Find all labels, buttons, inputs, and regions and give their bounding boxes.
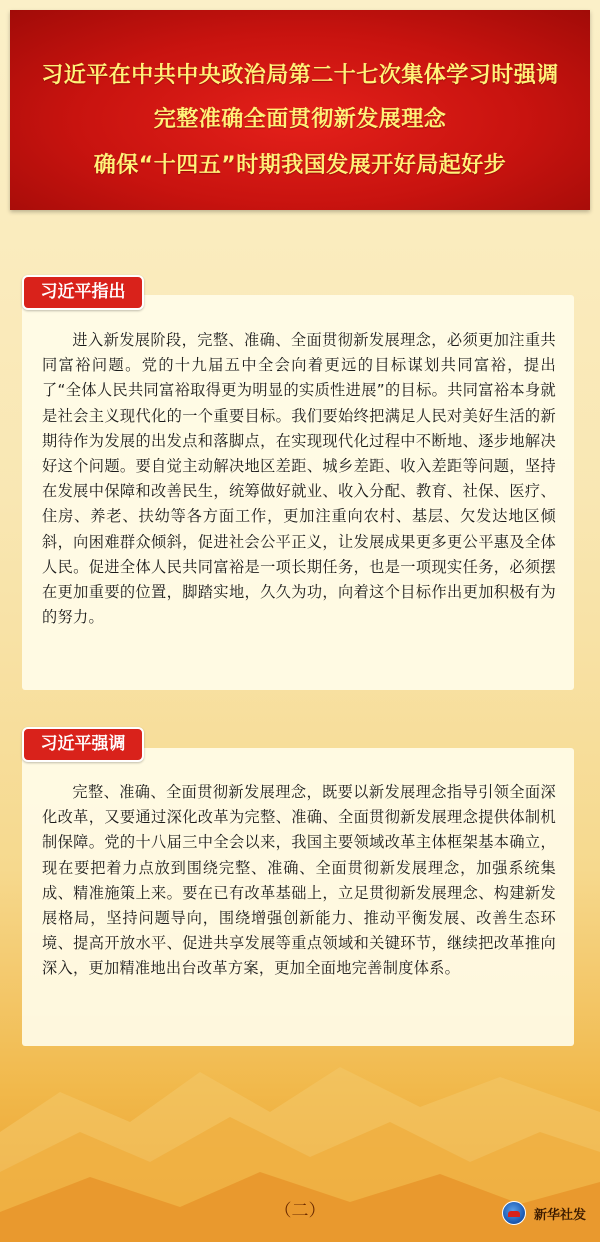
section-tag-2: 习近平强调: [22, 727, 144, 762]
xinhua-logo: [502, 1201, 586, 1225]
logo-text: 新华社发: [533, 1207, 586, 1223]
headline-line-3: 确保“十四五”时期我国发展开好局起好步: [93, 153, 507, 178]
headline-line-1: 习近平在中共中央政治局第二十七次集体学习时强调: [41, 63, 559, 88]
section-paragraph-1: 进入新发展阶段，完整、准确、全面贯彻新发展理念，必须更加注重共同富裕问题。党的十九届五中全会向着更远的目标谋划共同富裕，提出了“全体人民共同富裕取得更为明显的实质性进展”的目标。共同富裕本身就是社会主义现代化的一个重要目标。我们要始终把满足人民对美好生活的新期待作为发展的出发点和落脚点，在实现现代化过程中不断地、逐步地解决好这个问题。要自觉主动解决地区差距、城乡差距、收入差距等问题，坚持在发展中保障和改善民生，统筹做好就业、收入分配、教育、社保、医疗、住房、养老、扶幼等各方面工作，更加注重向农村、基层、欠发达地区倾斜，向困难群众倾斜，促进社会公平正义，让发展成果更多更公平惠及全体人民。促进全体人民共同富裕是一项长期任务，也是一项现实任务，必须摆在更加重要的位置，脚踏实地，久久为功，向着这个目标作出更加积极有为的努力。: [42, 331, 556, 627]
page-number: （二）: [274, 1201, 326, 1221]
title-banner: [10, 10, 590, 210]
xinhua-globe-icon: [502, 1201, 526, 1225]
section-paragraph-2: 完整、准确、全面贯彻新发展理念，既要以新发展理念指导引领全面深化改革，又要通过深化改革为完整、准确、全面贯彻新发展理念提供体制机制保障。党的十八届三中全会以来，我国主要领域改革主体框架基本确立，现在要把着力点放到围绕完整、准确、全面贯彻新发展理念，加强系统集成、精准施策上来。要在已有改革基础上，立足贯彻新发展理念、构建新发展格局，坚持问题导向，围绕增强创新能力、推动平衡发展、改善生态环境、提高开放水平、促进共享发展等重点领域和关键环节，继续把改革推向深入，更加精准地出台改革方案，更加全面地完善制度体系。: [42, 783, 556, 978]
headline-line-2: 完整准确全面贯彻新发展理念: [153, 107, 447, 132]
section-tag-1: 习近平指出: [22, 275, 144, 310]
